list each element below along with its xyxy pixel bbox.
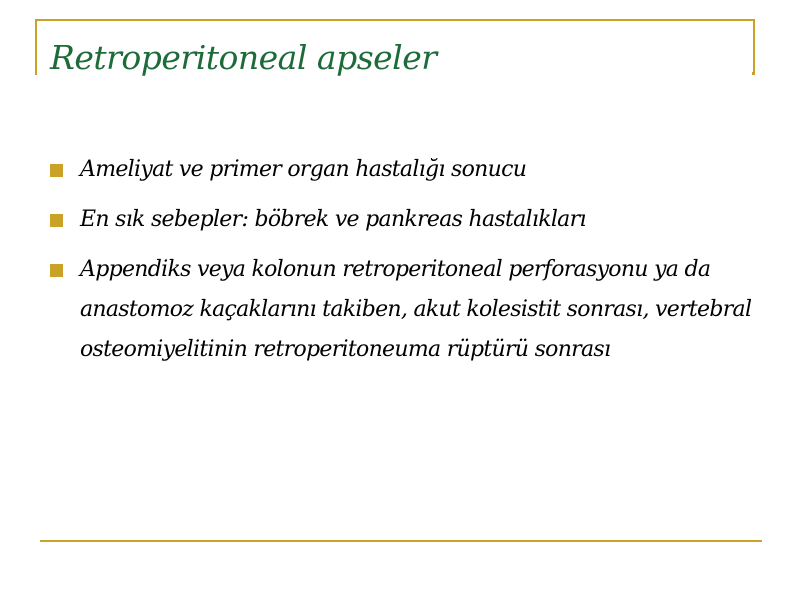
bullet-list	[50, 150, 760, 380]
square-bullet-icon	[50, 214, 63, 227]
bottom-divider	[40, 540, 762, 542]
title-frame-left-rule	[35, 19, 37, 75]
square-bullet-icon	[50, 164, 63, 177]
bullet-item	[50, 150, 760, 190]
bullet-text: Ameliyat ve primer organ hastalığı sonucu	[80, 157, 527, 182]
bullet-text: Appendiks veya kolonun retroperitoneal perforasyonu ya da anastomoz kaçaklarını takiben, akut kolesistit sonrası, vertebral osteomiyelitinin retroperitoneuma rüptürü sonrası	[80, 257, 752, 362]
slide-title: Retroperitoneal apseler	[50, 38, 437, 77]
title-frame-top-rule	[35, 19, 755, 21]
bullet-text: En sık sebepler: böbrek ve pankreas hastalıkları	[80, 207, 586, 232]
bullet-item	[50, 200, 760, 240]
title-frame-corner-dot	[752, 72, 755, 75]
square-bullet-icon	[50, 264, 63, 277]
bullet-item	[50, 250, 760, 370]
title-frame-right-rule	[753, 19, 755, 75]
